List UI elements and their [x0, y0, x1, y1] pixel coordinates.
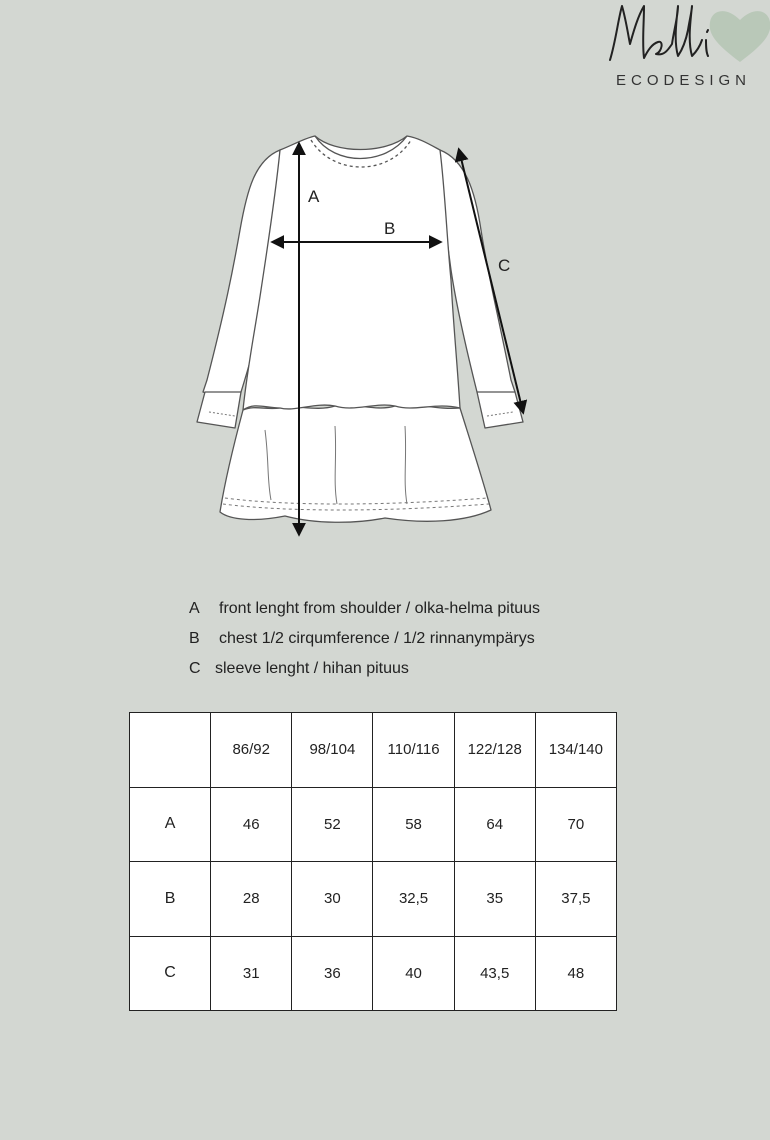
- table-cell: 30: [292, 862, 373, 937]
- legend-row-a: [189, 594, 540, 624]
- legend-text: front lenght from shoulder / olka-helma pituus: [219, 600, 541, 617]
- brand-logo: [606, 0, 770, 100]
- brand-script-logo: [606, 0, 726, 66]
- table-cell: 37,5: [535, 862, 616, 937]
- legend-row-c: [189, 654, 540, 684]
- legend-key: A: [189, 600, 200, 617]
- table-cell: 31: [211, 936, 292, 1011]
- measurement-legend: [189, 594, 540, 684]
- dress-flat-sketch: [185, 130, 545, 550]
- legend-key: B: [189, 630, 200, 647]
- left-cuff: [197, 392, 241, 428]
- column-header: 98/104: [292, 713, 373, 788]
- table-row: [130, 862, 617, 937]
- row-header: A: [130, 787, 211, 862]
- brand-subtitle: ECODESIGN: [616, 72, 752, 89]
- table-cell: 52: [292, 787, 373, 862]
- table-cell: 46: [211, 787, 292, 862]
- measure-a-label: A: [308, 187, 320, 206]
- table-cell: 64: [454, 787, 535, 862]
- dress-skirt: [220, 405, 491, 522]
- column-header: 110/116: [373, 713, 454, 788]
- column-header: 122/128: [454, 713, 535, 788]
- table-cell: 40: [373, 936, 454, 1011]
- size-chart-table: [129, 712, 617, 1011]
- column-header: 134/140: [535, 713, 616, 788]
- legend-text: chest 1/2 cirqumference / 1/2 rinnanympärys: [219, 630, 535, 647]
- row-header: B: [130, 862, 211, 937]
- table-cell: 35: [454, 862, 535, 937]
- table-row: [130, 936, 617, 1011]
- legend-text: sleeve lenght / hihan pituus: [215, 660, 409, 677]
- table-corner-cell: [130, 713, 211, 788]
- table-cell: 36: [292, 936, 373, 1011]
- row-header: C: [130, 936, 211, 1011]
- table-row: [130, 787, 617, 862]
- column-header: 86/92: [211, 713, 292, 788]
- legend-row-b: [189, 624, 540, 654]
- measure-c-label: C: [498, 256, 511, 275]
- measure-b-label: B: [384, 219, 396, 238]
- table-cell: 48: [535, 936, 616, 1011]
- table-cell: 58: [373, 787, 454, 862]
- legend-key: C: [189, 660, 201, 677]
- right-cuff: [477, 392, 523, 428]
- table-cell: 32,5: [373, 862, 454, 937]
- table-cell: 28: [211, 862, 292, 937]
- table-header-row: [130, 713, 617, 788]
- table-cell: 43,5: [454, 936, 535, 1011]
- table-cell: 70: [535, 787, 616, 862]
